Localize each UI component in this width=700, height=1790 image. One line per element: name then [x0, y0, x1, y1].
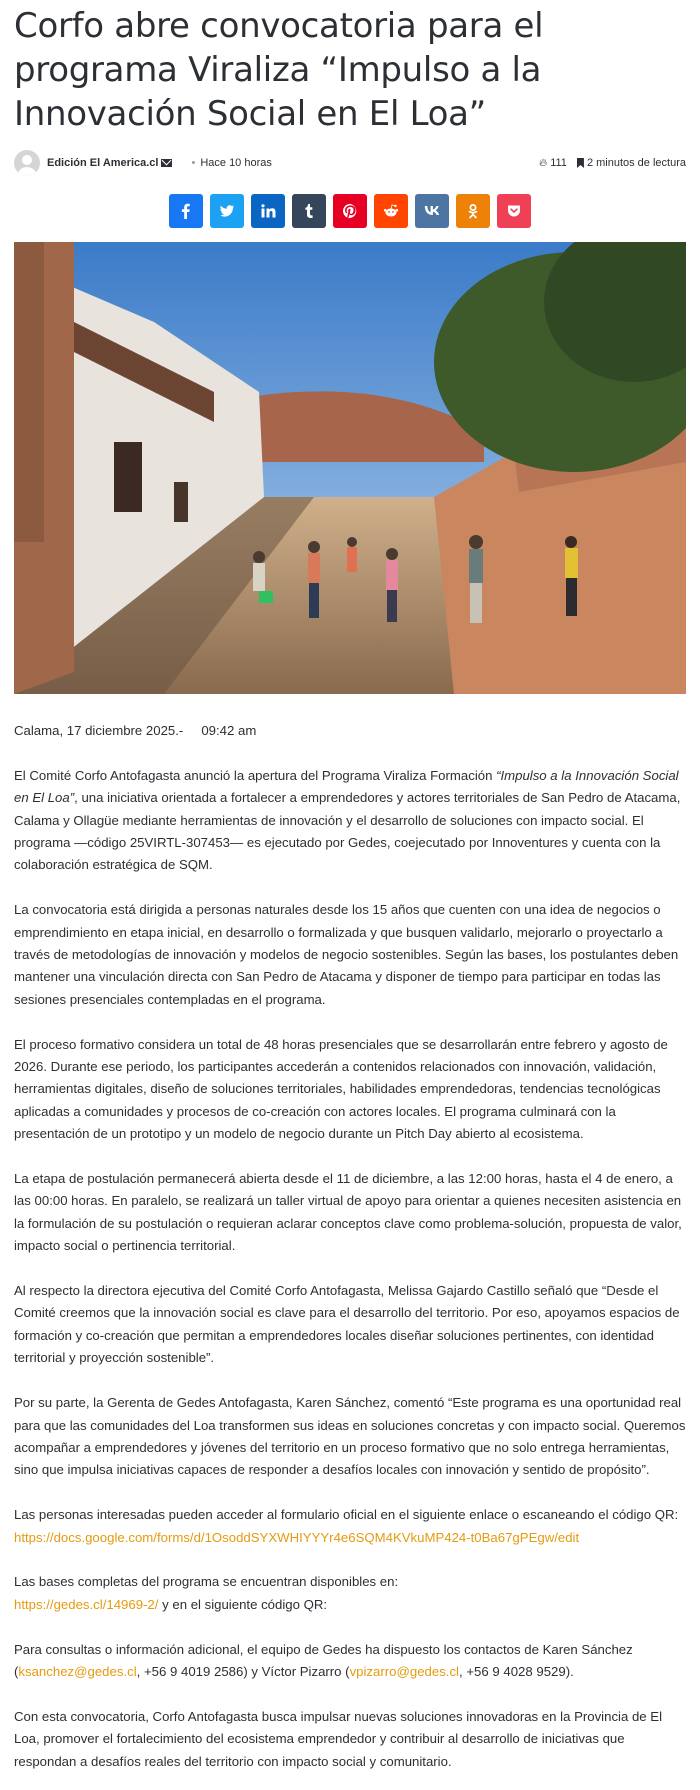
paragraph-1	[14, 765, 686, 877]
read-time	[577, 157, 686, 169]
email-link-vpizarro[interactable]: vpizarro@gedes.cl	[349, 1663, 459, 1679]
pinterest-share-button[interactable]	[333, 194, 367, 228]
facebook-icon	[178, 203, 194, 219]
paragraph-7-text: Las personas interesadas pueden acceder al formulario oficial en el siguiente enlace o escaneando el código QR:	[14, 1507, 679, 1523]
paragraph-10: Con esta convocatoria, Corfo Antofagasta busca impulsar nuevas soluciones innovadoras en la Provincia de El Loa, promover el fortalecimiento del ecosistema emprendedor y contribuir al desarrollo de iniciativas que respondan a desafíos reales del territorio con impacto social y comunitario.	[14, 1708, 663, 1769]
author-avatar[interactable]	[14, 150, 40, 176]
paragraph-1-text-cont: , una iniciativa orientada a fortalecer a emprendedores y actores territoriales de San Pedro de Atacama, Calama y Ollagüe mediante herramientas de innovación y el desarrollo de soluciones con impacto social. El programa —código 25VIRTL-307453— es ejecutado por Gedes, coejecutado por Innoventures y cuenta con la colaboración estratégica de SQM.	[14, 790, 681, 873]
mail-icon[interactable]	[161, 159, 172, 167]
featured-image	[14, 242, 686, 694]
dateline	[14, 720, 686, 742]
article-body	[14, 720, 686, 1773]
program-name-italic: “Impulso a la Innovación Social en El Loa”	[14, 767, 679, 806]
paragraph-5: Al respecto la directora ejecutiva del Comité Corfo Antofagasta, Melissa Gajardo Castillo señaló que “Desde el Comité creemos que la innovación social es clave para el desarrollo del territorio. Por eso, apoyamos espacios de formación y co-creación que permitan a emprendedores locales diseñar soluciones pertinentes, con identidad territorial y proyección sostenible”.	[14, 1283, 680, 1366]
article-title: Corfo abre convocatoria para el programa Viraliza “Impulso a la Innovación Social en El Loa”	[14, 6, 544, 134]
bookmark-icon	[577, 158, 584, 168]
vk-share-button[interactable]	[415, 194, 449, 228]
paragraph-3: El proceso formativo considera un total de 48 horas presenciales que se desarrollarán entre febrero y agosto de 2026. Durante ese periodo, los participantes accederán a contenidos relacionados con innovación, validación, herramientas digitales, diseño de soluciones territoriales, habilidades emprendedoras, tendencias tecnológicas aplicadas a comunidades y procesos de co-creación con actores locales. El programa culminará con la presentación de un prototipo y un modelo de negocio durante un Pitch Day abierto al ecosistema.	[14, 1036, 668, 1142]
author-name[interactable]: Edición El America.cl	[47, 157, 159, 169]
post-meta	[14, 150, 686, 176]
odnoklassniki-share-button[interactable]	[456, 194, 490, 228]
post-stats	[539, 157, 686, 170]
twitter-icon	[219, 203, 235, 219]
paragraph-4: La etapa de postulación permanecerá abierta desde el 11 de diciembre, a las 12:00 horas, hasta el 4 de enero, a las 00:00 horas. En paralelo, se realizará un taller virtual de apoyo para orientar a quienes necesiten asistencia en la formulación de su postulación o requieran aclarar conceptos clave como problema-solución, propuesta de valor, impacto social o pertinencia territorial.	[14, 1171, 682, 1254]
street-scene-image	[14, 242, 686, 694]
vk-icon	[424, 203, 440, 219]
form-link[interactable]: https://docs.google.com/forms/d/1OsoddSYXWHIYYYr4e6SQM4KVkuMP424-t0Ba67gPEgw/edit	[14, 1529, 580, 1545]
post-date: Hace 10 horas	[200, 157, 272, 169]
views-count	[539, 157, 567, 170]
paragraph-7	[14, 1504, 686, 1549]
odnoklassniki-icon	[465, 203, 481, 219]
twitter-share-button[interactable]	[210, 194, 244, 228]
pinterest-icon	[342, 203, 358, 219]
article-time: 09:42 am	[201, 723, 257, 738]
linkedin-share-button[interactable]	[251, 194, 285, 228]
flame-icon: 🔥︎	[539, 156, 548, 169]
paragraph-1-text: El Comité Corfo Antofagasta anunció la apertura del Programa Viraliza Formación	[14, 767, 497, 783]
facebook-share-button[interactable]	[169, 194, 203, 228]
linkedin-icon	[260, 203, 276, 219]
share-buttons	[14, 194, 686, 228]
article-date: Calama, 17 diciembre 2025.-	[14, 723, 184, 738]
paragraph-2: La convocatoria está dirigida a personas naturales desde los 15 años que cuenten con una idea de negocios o emprendimiento en etapa inicial, en desarrollo o formalizada y que busquen validarlo, mejorarlo o proyectarlo a través de metodologías de innovación y modelos de negocio sostenibles. Según las bases, los postulantes deben mantener una vinculación directa con San Pedro de Atacama y disponer de tiempo para participar en todas las sesiones presenciales contempladas en el programa.	[14, 902, 679, 1007]
paragraph-9-text-cont: , +56 9 4019 2586) y Víctor Pizarro (	[136, 1663, 350, 1679]
paragraph-9-text-end: , +56 9 4028 9529).	[459, 1663, 574, 1679]
separator-dot: •	[191, 157, 196, 169]
reddit-icon	[383, 203, 399, 219]
paragraph-9	[14, 1639, 686, 1684]
tumblr-icon	[301, 203, 317, 219]
views-value: 111	[550, 156, 567, 169]
tumblr-share-button[interactable]	[292, 194, 326, 228]
paragraph-8	[14, 1571, 686, 1616]
read-time-value: 2 minutos de lectura	[586, 157, 686, 169]
paragraph-9-text: Para consultas o información adicional, el equipo de Gedes ha dispuesto los contactos de Karen Sánchez (	[14, 1641, 633, 1679]
paragraph-6: Por su parte, la Gerenta de Gedes Antofagasta, Karen Sánchez, comentó “Este programa es una oportunidad real para que las comunidades del Loa transformen sus ideas en soluciones concretas y con impacto social. Queremos acompañar a emprendedores y jóvenes del territorio en un proceso formativo que no solo entrega herramientas, sino que impulsa iniciativas capaces de responder a desafíos locales con innovación y sentido de propósito”.	[14, 1395, 686, 1478]
bases-link[interactable]: https://gedes.cl/14969-2/	[14, 1596, 159, 1612]
pocket-icon	[506, 203, 522, 219]
reddit-share-button[interactable]	[374, 194, 408, 228]
paragraph-8-text: Las bases completas del programa se encuentran disponibles en:	[14, 1574, 399, 1590]
email-link-ksanchez[interactable]: ksanchez@gedes.cl	[18, 1663, 137, 1679]
paragraph-8-text-cont: y en el siguiente código QR:	[158, 1596, 328, 1612]
pocket-share-button[interactable]	[497, 194, 531, 228]
